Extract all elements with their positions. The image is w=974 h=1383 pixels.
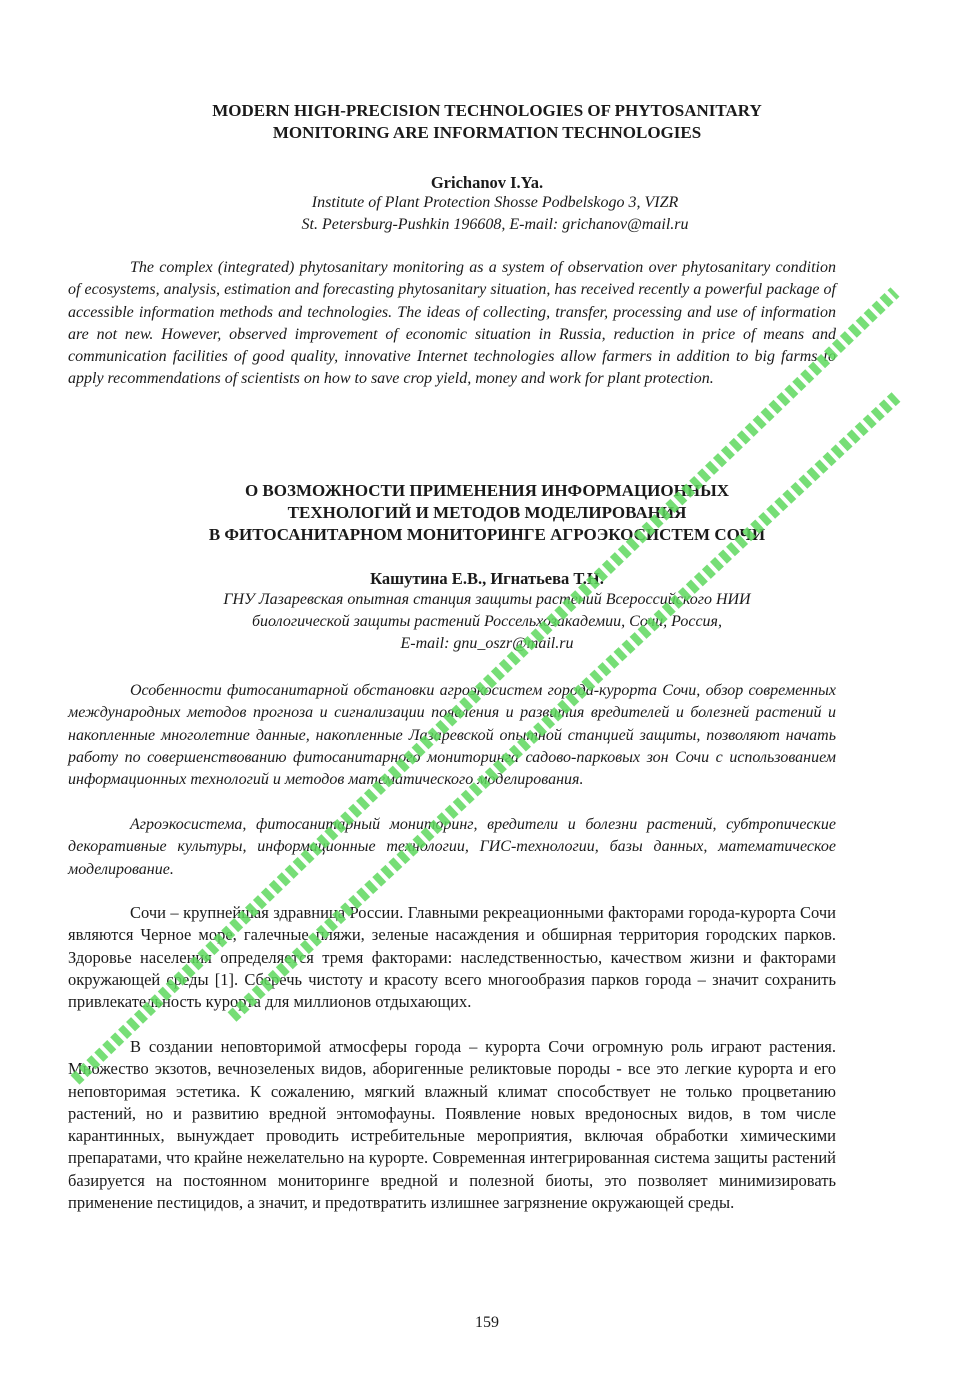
- english-affiliation: [78, 192, 912, 236]
- russian-affiliation-line: ГНУ Лазаревская опытная станция защиты растений Всероссийского НИИ: [223, 591, 751, 608]
- russian-title-line: О ВОЗМОЖНОСТИ ПРИМЕНЕНИЯ ИНФОРМАЦИОННЫХ: [244, 481, 730, 500]
- russian-abstract: Особенности фитосанитарной обстановки агроэкосистем города-курорта Сочи, обзор современных международных методов прогноза и сигнализации появления и развития вредителей и болезней растений и накопленные многолетние данные, накопленные Лазаревской опытной станцией защиты, позволяют начать работу по совершенствованию фитосанитарного мониторинга садово-парковых зон Сочи с использованием информационных технологий и методов математического моделирования.: [68, 682, 836, 789]
- english-title-line: MODERN HIGH-PRECISION TECHNOLOGIES OF PHYTOSANITARY: [212, 101, 762, 120]
- english-affiliation-line: Institute of Plant Protection Shosse Podbelskogo 3, VIZR: [311, 194, 679, 211]
- russian-title-line: В ФИТОСАНИТАРНОМ МОНИТОРИНГЕ АГРОЭКОСИСТЕМ СОЧИ: [208, 525, 766, 544]
- body-paragraph-2: В создании неповторимой атмосферы города – курорта Сочи огромную роль играют растения. Множество экзотов, вечнозеленых видов, аборигенные реликтовые породы - все это легкие курорта и его неповторимая эстетика. К сожалению, мягкий влажный климат способствует не только процветанию растений, но и развитию вредной энтомофауны. Появление новых вредоносных видов, в том числе карантинных, вынуждает проводить истребительные мероприятия, включая обработки химическими препаратами, что крайне нежелательно на курорте. Современная интегрированная система защиты растений базируется на постоянном мониторинге вредной и полезной биоты, это позволяет минимизировать применение пестицидов, а значит, и предотвратить излишнее загрязнение окружающей среды.: [68, 1037, 836, 1213]
- page-number: 159: [475, 1314, 499, 1331]
- english-title-line: MONITORING ARE INFORMATION TECHNOLOGIES: [272, 123, 702, 142]
- russian-affiliation: [70, 589, 904, 655]
- russian-title: [70, 480, 904, 546]
- russian-authors: Кашутина Е.В., Игнатьева Т.Н.: [370, 569, 604, 588]
- english-title: [70, 100, 904, 144]
- body-paragraph-1: Сочи – крупнейшая здравница России. Главными рекреационными факторами города-курорта Сочи являются Черное море, галечные пляжи, зеленые насаждения и обширная территория городских парков. Здоровье населения определяется тремя факторами: наследственностью, качеством жизни и факторами окружающей среды [1]. Сберечь чистоту и красоту всего многообразия парков города – значит сохранить привлекательность курорта для миллионов отдыхающих.: [68, 903, 836, 1012]
- russian-keywords: Агроэкосистема, фитосанитарный мониторинг, вредители и болезни растений, субтропические декоративные культуры, информационные технологии, ГИС-технологии, базы данных, математическое моделирование.: [68, 816, 836, 878]
- english-affiliation-line: St. Petersburg-Pushkin 196608, E-mail: grichanov@mail.ru: [301, 216, 689, 233]
- russian-affiliation-line: биологической защиты растений Россельхозакадемии, Сочи, Россия,: [252, 613, 722, 630]
- english-author: Grichanov I.Ya.: [430, 173, 544, 192]
- english-abstract: The complex (integrated) phytosanitary monitoring as a system of observation over phytosanitary condition of ecosystems, analysis, estimation and forecasting phytosanitary situation, has received recently a powerful package of accessible information methods and technologies. The ideas of collecting, transfer, processing and use of information are not new. However, observed improvement of economic situation in Russia, reduction in price of means and communication facilities of good quality, innovative Internet technologies allow farmers in addition to big farms to apply recommendations of scientists on how to save crop yield, money and work for plant protection.: [68, 259, 836, 388]
- russian-title-line: ТЕХНОЛОГИЙ И МЕТОДОВ МОДЕЛИРОВАНИЯ: [287, 503, 687, 522]
- russian-affiliation-line: E-mail: gnu_oszr@mail.ru: [400, 635, 574, 652]
